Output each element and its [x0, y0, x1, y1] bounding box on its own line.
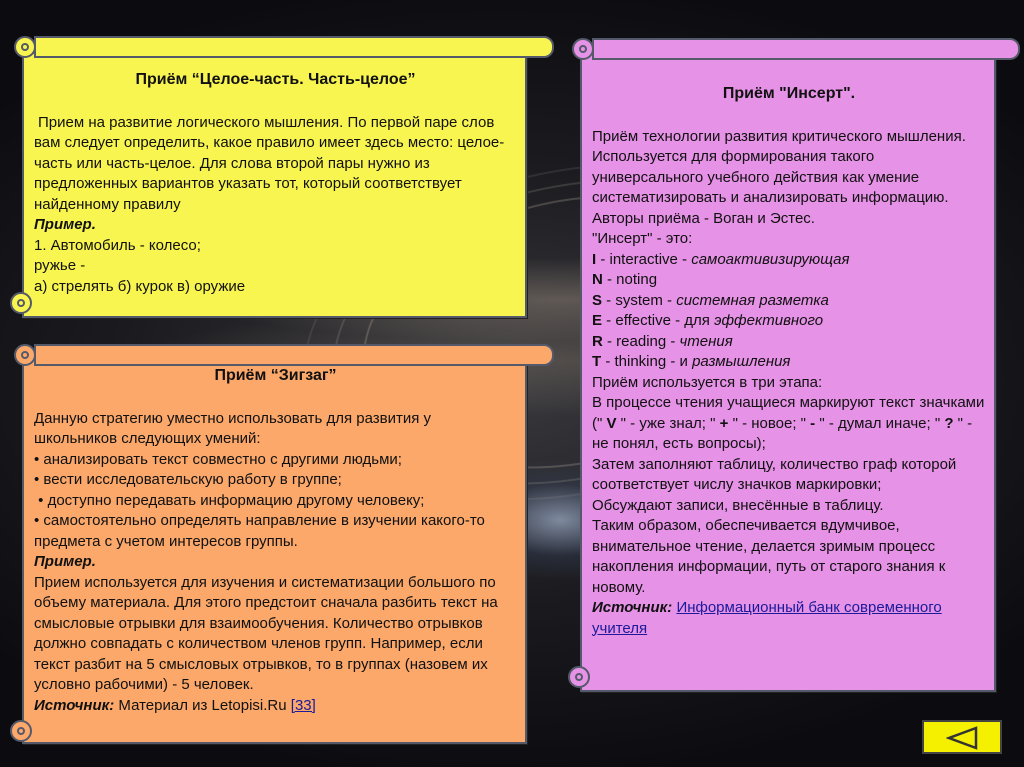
conclusion: Таким образом, обеспечивается вдумчивое, внимательное чтение, делается зримым процесс накопления информации, путь от старого знания к новому.: [592, 517, 946, 596]
insert-letter: I: [592, 250, 597, 268]
scroll-curl-icon: [10, 720, 32, 742]
mark-question: ?: [944, 414, 954, 432]
skill-bullet: • доступно передавать информацию другому человеку;: [34, 491, 425, 509]
skill-bullet: • самостоятельно определять направление в изучении какого-то предмета с учетом интересов группы.: [34, 512, 485, 550]
insert-letter-row: [592, 352, 986, 373]
stage-text: " - новое; ": [728, 414, 811, 432]
insert-letter-en: - noting: [602, 271, 658, 288]
insert-definition: "Инсерт" - это:: [592, 230, 693, 247]
mark-plus: +: [719, 414, 729, 432]
source-label: Источник:: [592, 599, 673, 616]
card-intro: Приём технологии развития критического мышления. Используется для формирования такого универсального учебного действия как умение систематизировать и анализировать информацию. Авторы приёма - Воган и Эстес.: [592, 127, 966, 227]
insert-letter-en: - reading -: [602, 332, 680, 350]
example-label: Пример.: [34, 553, 96, 570]
mark-minus: -: [810, 414, 816, 432]
scroll-curl-icon: [572, 38, 594, 60]
scroll-curl-icon: [14, 344, 36, 366]
scroll-card-whole-part: [22, 52, 527, 318]
scroll-card-insert: [580, 52, 996, 692]
triangle-left-icon: [946, 726, 980, 750]
example-line: а) стрелять б) курок в) оружие: [34, 277, 246, 295]
back-button[interactable]: [922, 720, 1002, 754]
source-label: Источник:: [34, 696, 115, 714]
insert-letter: E: [592, 312, 603, 329]
example-line: ружье -: [34, 257, 86, 274]
example-label: Пример.: [34, 216, 96, 233]
insert-letter: S: [592, 291, 603, 309]
insert-letter-row: [592, 332, 986, 353]
skill-bullet: • вести исследовательскую работу в группе;: [34, 471, 342, 488]
scroll-top-roll: [34, 36, 554, 58]
insert-letter: N: [592, 271, 603, 288]
card-title: Приём "Инсерт".: [722, 85, 856, 102]
source-line: [592, 598, 986, 639]
insert-letter-row: [592, 311, 986, 332]
insert-letter-en: - thinking - и: [601, 353, 693, 370]
card-title: Приём “Целое-часть. Часть-целое”: [135, 71, 416, 88]
stage-one: [592, 393, 989, 455]
scroll-curl-icon: [14, 36, 36, 58]
insert-letter-ru: чтения: [679, 332, 733, 350]
insert-letter-row: [592, 250, 986, 271]
insert-letter: T: [592, 353, 602, 370]
stage-text: В процессе чтения учащиеся маркируют текст значками (": [592, 394, 989, 432]
insert-letter-en: - system -: [602, 291, 677, 309]
source-text: Материал из Letopisi.Ru: [114, 696, 291, 714]
scroll-curl-icon: [568, 666, 590, 688]
scroll-top-roll: [592, 38, 1020, 60]
example-line: 1. Автомобиль - колесо;: [34, 236, 201, 254]
card-title: Приём “Зигзаг”: [214, 367, 337, 384]
stage-two: Затем заполняют таблицу, количество граф которой соответствует числу значков маркировки;: [592, 455, 957, 493]
scroll-top-roll: [34, 344, 554, 366]
card-description: Прием на развитие логического мышления. По первой паре слов вам следует определить, какое правило имеет здесь место: целое-часть или часть-целое. Для слова второй пары нужно из предложенных вариантов указать тот, который соответствует найденному правилу: [34, 113, 505, 213]
insert-letter-ru: системная разметка: [676, 291, 829, 309]
insert-letter-ru: самоактивизирующая: [691, 250, 850, 268]
insert-letter-en: - effective - для: [602, 312, 715, 329]
insert-letter: R: [592, 332, 603, 350]
stage-text: " - не понял, есть вопросы);: [592, 414, 977, 452]
example-text: Прием используется для изучения и систематизации большого по объему материала. Для этого предстоит сначала разбить текст на смысловые отрывки для взаимообучения. Количество отрывков должно совпадать с количеством членов групп. Например, если текст разбит на 5 смысловых отрывков, то в группах (назовем их условно рабочими) - 5 человек.: [34, 573, 498, 693]
scroll-card-zigzag: [22, 358, 527, 744]
card-intro: Данную стратегию уместно использовать для развития у школьников следующих умений:: [34, 409, 432, 447]
insert-letter-en: - interactive -: [596, 250, 692, 268]
skill-bullet: • анализировать текст совместно с другими людьми;: [34, 450, 402, 468]
mark-v: V: [606, 414, 617, 432]
stage-text: " - думал иначе; ": [815, 414, 945, 432]
source-link[interactable]: Информационный банк современного учителя: [592, 599, 942, 637]
stage-three: Обсуждают записи, внесённые в таблицу.: [592, 496, 884, 514]
scroll-curl-icon: [10, 292, 32, 314]
insert-letter-row: [592, 291, 986, 312]
source-line: [34, 696, 517, 717]
source-link[interactable]: [33]: [290, 696, 316, 714]
stage-text: " - уже знал; ": [616, 414, 720, 432]
stages-intro: Приём используется в три этапа:: [592, 373, 823, 391]
insert-letter-ru: эффективного: [714, 312, 824, 329]
insert-letter-ru: размышления: [692, 353, 791, 370]
insert-letter-row: [592, 270, 986, 291]
